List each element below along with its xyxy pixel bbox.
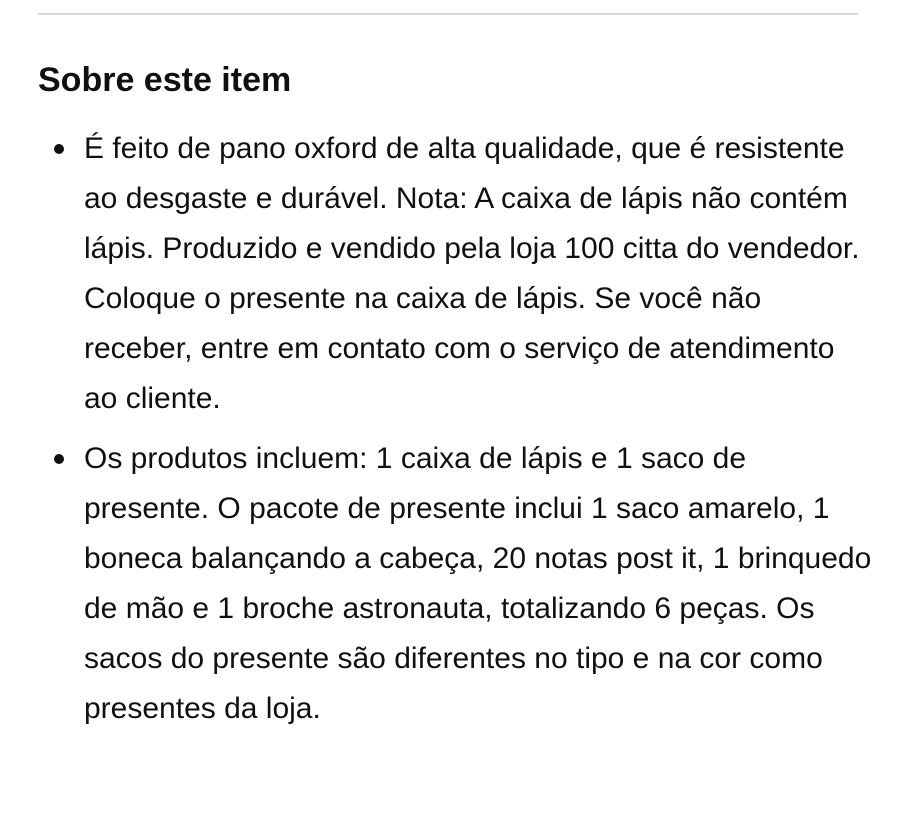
bullet-dot-icon [54,454,64,464]
bullet-dot-icon [54,144,64,154]
feature-bullet-item [84,434,874,734]
feature-bullet-item [84,124,874,424]
feature-bullet-text: Os produtos incluem: 1 caixa de lápis e 1 saco de presente. O pacote de presente inclui 1 saco amarelo, 1 boneca balançando a cabeça, 20 notas post it, 1 brinquedo de mão e 1 broche astronauta, totalizando 6 peças. Os sacos do presente são diferentes no tipo e na cor como presentes da loja. [84,442,872,725]
feature-bullet-text: É feito de pano oxford de alta qualidade, que é resistente ao desgaste e durável. Nota: A caixa de lápis não contém lápis. Produzido e vendido pela loja 100 citta do vendedor. Coloque o presente na caixa de lápis. Se você não receber, entre em contato com o serviço de atendimento ao cliente. [84,132,860,415]
section-divider [38,13,858,15]
section-title: Sobre este item [38,61,292,99]
feature-bullet-list [84,124,874,744]
